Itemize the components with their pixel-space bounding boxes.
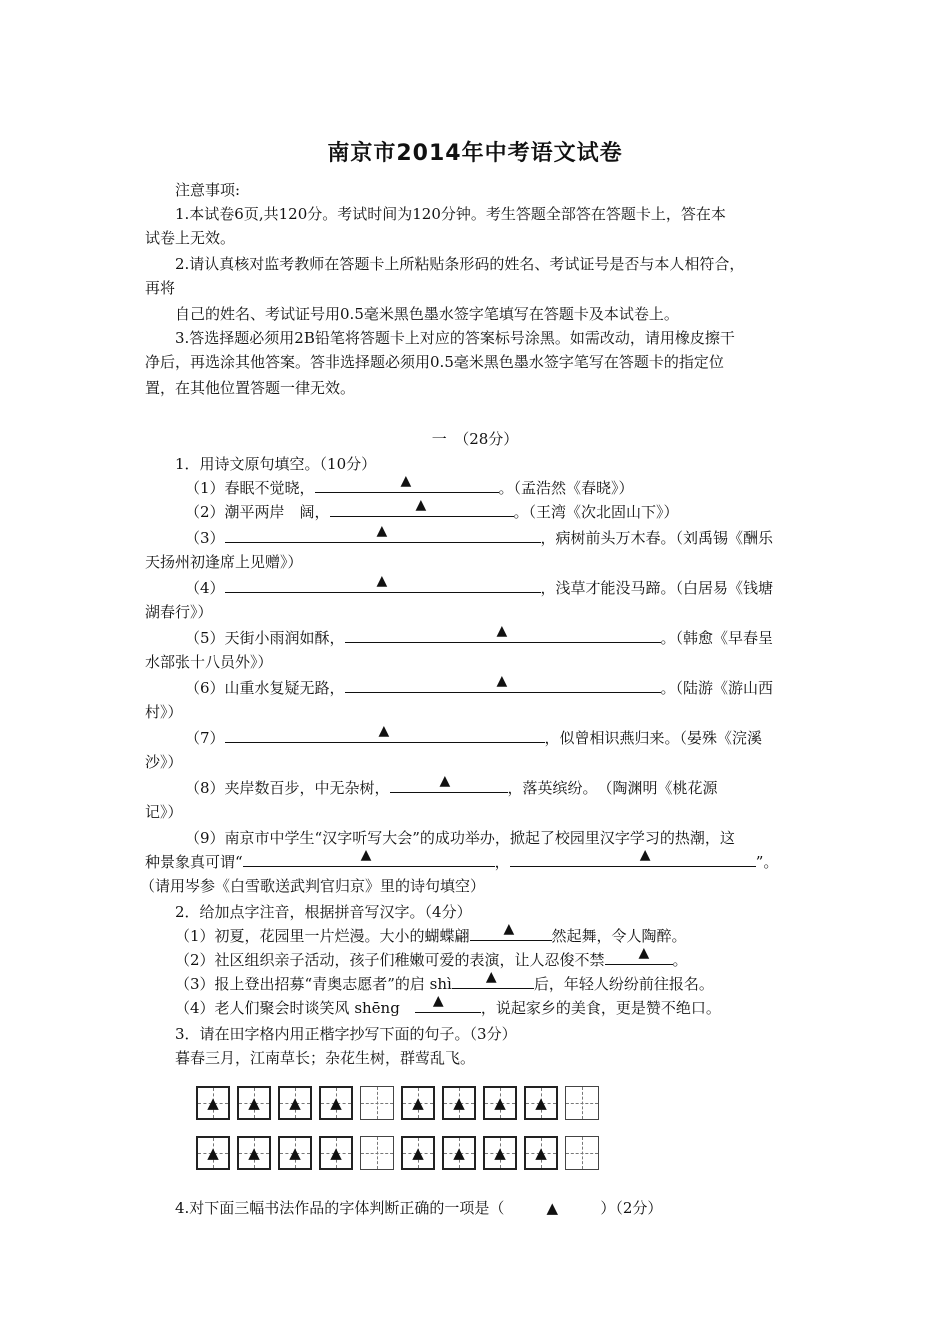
triangle-marker-icon: ▲ <box>535 1144 547 1162</box>
q2-item-2: （2）社区组织亲子活动，孩子们稚嫩可爱的表演，让人忍俊不禁 ▲ 。 <box>175 945 688 969</box>
triangle-marker-icon: ▲ <box>248 1144 260 1162</box>
answer-blank[interactable] <box>315 473 499 493</box>
q3-sentence: 暮春三月，江南草长；杂花生树，群莺乱飞。 <box>175 1049 476 1067</box>
triangle-marker-icon: ▲ <box>360 847 372 863</box>
answer-blank[interactable] <box>345 623 661 643</box>
tianzige-cell[interactable] <box>565 1086 599 1120</box>
q1-item-4: （4） ▲ ，浅草才能没马蹄。（白居易《钱塘 <box>185 573 774 597</box>
triangle-marker-icon: ▲ <box>496 623 508 639</box>
triangle-marker-icon: ▲ <box>289 1094 301 1112</box>
answer-blank[interactable] <box>345 673 661 693</box>
tianzige-cell[interactable] <box>196 1136 230 1170</box>
tianzige-cell[interactable] <box>524 1086 558 1120</box>
section-heading: 一 （28分） <box>431 430 519 448</box>
answer-blank[interactable] <box>243 847 495 867</box>
triangle-marker-icon: ▲ <box>494 1144 506 1162</box>
triangle-marker-icon: ▲ <box>207 1094 219 1112</box>
tianzige-cell[interactable] <box>483 1086 517 1120</box>
triangle-marker-icon: ▲ <box>503 921 515 937</box>
notice-text: 净后，再选涂其他答案。答非选择题必须用0.5毫米黑色墨水签字笔写在答题卡的指定位 <box>145 353 724 371</box>
tianzige-cell[interactable] <box>442 1086 476 1120</box>
notice-text: 2.请认真核对监考教师在答题卡上所粘贴条形码的姓名、考试证号是否与本人相符合， <box>175 255 745 273</box>
q1-item-7: （7） ▲ ，似曾相识燕归来。（晏殊《浣溪 <box>185 723 763 747</box>
q1-item-2: （2）潮平两岸 阔， ▲ 。（王湾《次北固山下》） <box>185 497 679 521</box>
notice-text: 1.本试卷6页,共120分。考试时间为120分钟。考生答题全部答在答题卡上，答在本 <box>175 205 726 223</box>
tianzige-cell[interactable] <box>483 1136 517 1170</box>
answer-blank[interactable] <box>390 773 508 793</box>
triangle-marker-icon: ▲ <box>376 523 388 539</box>
answer-blank[interactable] <box>452 969 534 989</box>
triangle-marker-icon: ▲ <box>453 1094 465 1112</box>
q1-item-9-note: （请用岑参《白雪歌送武判官归京》里的诗句填空） <box>140 877 486 895</box>
q1-item-4-cont: 湖春行》） <box>145 603 213 621</box>
triangle-marker-icon: ▲ <box>439 773 451 789</box>
q1-item-5-cont: 水部张十八员外》） <box>145 653 273 671</box>
tianzige-cell[interactable] <box>319 1086 353 1120</box>
answer-blank[interactable] <box>225 523 541 543</box>
q1-item-6-cont: 村》） <box>145 703 183 721</box>
answer-blank[interactable] <box>225 723 545 743</box>
answer-blank[interactable] <box>510 847 756 867</box>
tianzige-cell[interactable] <box>237 1136 271 1170</box>
triangle-marker-icon: ▲ <box>639 847 651 863</box>
triangle-marker-icon: ▲ <box>376 573 388 589</box>
notice-text: 自己的姓名、考试证号用0.5毫米黑色墨水签字笔填写在答题卡及本试卷上。 <box>175 305 679 323</box>
notice-text: 再将 <box>145 279 176 297</box>
triangle-marker-icon: ▲ <box>248 1094 260 1112</box>
tianzige-cell[interactable] <box>360 1136 394 1170</box>
q1-item-9: （9）南京市中学生“汉字听写大会”的成功举办，掀起了校园里汉字学习的热潮，这 <box>185 829 735 847</box>
triangle-marker-icon: ▲ <box>638 945 650 961</box>
tianzige-cell[interactable] <box>401 1086 435 1120</box>
answer-blank[interactable] <box>330 497 514 517</box>
q1-item-6: （6）山重水复疑无路， ▲ 。（陆游《游山西 <box>185 673 774 697</box>
tianzige-cell[interactable] <box>278 1136 312 1170</box>
q2-item-4: （4）老人们聚会时谈笑风 shēng ▲ ，说起家乡的美食，更是赞不绝口。 <box>175 993 721 1017</box>
q1-item-3-cont: 天扬州初逢席上见赠》） <box>145 553 303 571</box>
q3-stem: 3．请在田字格内用正楷字抄写下面的句子。（3分） <box>175 1025 517 1043</box>
triangle-marker-icon: ▲ <box>535 1094 547 1112</box>
q1-item-8-cont: 记》） <box>145 803 183 821</box>
answer-blank[interactable] <box>415 993 481 1013</box>
q4-stem: 4.对下面三幅书法作品的字体判断正确的一项是（ ▲ ）（2分） <box>145 1196 840 1220</box>
q1-item-1: （1）春眠不觉晓， ▲ 。（孟浩然《春晓》） <box>185 473 634 497</box>
notice-text: 3.答选择题必须用2B铅笔将答题卡上对应的答案标号涂黑。如需改动，请用橡皮擦干 <box>175 329 735 347</box>
triangle-marker-icon: ▲ <box>289 1144 301 1162</box>
triangle-marker-icon: ▲ <box>378 723 390 739</box>
tianzige-cell[interactable] <box>278 1086 312 1120</box>
notice-text: 试卷上无效。 <box>145 229 236 247</box>
tianzige-row-1 <box>196 1086 606 1120</box>
q2-item-3: （3）报上登出招募“青奥志愿者”的启 shì ▲ 后，年轻人纷纷前往报名。 <box>175 969 714 993</box>
triangle-marker-icon: ▲ <box>330 1144 342 1162</box>
q1-item-3: （3） ▲ ，病树前头万木春。（刘禹锡《酬乐 <box>185 523 774 547</box>
triangle-marker-icon: ▲ <box>494 1094 506 1112</box>
notice-heading: 注意事项: <box>175 181 241 199</box>
triangle-marker-icon: ▲ <box>546 1199 559 1217</box>
tianzige-cell[interactable] <box>319 1136 353 1170</box>
triangle-marker-icon: ▲ <box>432 993 444 1009</box>
tianzige-cell[interactable] <box>565 1136 599 1170</box>
triangle-marker-icon: ▲ <box>485 969 497 985</box>
triangle-marker-icon: ▲ <box>400 473 412 489</box>
tianzige-cell[interactable] <box>524 1136 558 1170</box>
tianzige-row-2 <box>196 1136 606 1170</box>
q1-item-8: （8）夹岸数百步，中无杂树， ▲ ，落英缤纷。 （陶渊明《桃花源 <box>185 773 718 797</box>
triangle-marker-icon: ▲ <box>412 1094 424 1112</box>
q1-item-7-cont: 沙》） <box>145 753 183 771</box>
triangle-marker-icon: ▲ <box>415 497 427 513</box>
tianzige-cell[interactable] <box>401 1136 435 1170</box>
tianzige-cell[interactable] <box>196 1086 230 1120</box>
q2-stem: 2．给加点字注音，根据拼音写汉字。（4分） <box>175 903 472 921</box>
q1-item-5: （5）天街小雨润如酥， ▲ 。（韩愈《早春呈 <box>185 623 774 647</box>
answer-blank[interactable] <box>225 573 541 593</box>
page-title: 南京市2014年中考语文试卷 <box>327 141 623 166</box>
notice-text: 置，在其他位置答题一律无效。 <box>145 379 356 397</box>
q2-item-1: （1）初夏，花园里一片烂漫。大小的蝴蝶翩 ▲ 然起舞，令人陶醉。 <box>175 921 687 945</box>
q1-stem: 1．用诗文原句填空。（10分） <box>175 455 377 473</box>
answer-blank[interactable] <box>470 921 552 941</box>
tianzige-cell[interactable] <box>237 1086 271 1120</box>
triangle-marker-icon: ▲ <box>453 1144 465 1162</box>
q1-item-9-blanks: 种景象真可谓“ ▲ ， ▲ ”。 <box>145 847 779 871</box>
tianzige-cell[interactable] <box>442 1136 476 1170</box>
choice-slot[interactable] <box>504 1196 600 1220</box>
triangle-marker-icon: ▲ <box>496 673 508 689</box>
tianzige-cell[interactable] <box>360 1086 394 1120</box>
triangle-marker-icon: ▲ <box>412 1144 424 1162</box>
answer-blank[interactable] <box>605 945 673 965</box>
triangle-marker-icon: ▲ <box>330 1094 342 1112</box>
triangle-marker-icon: ▲ <box>207 1144 219 1162</box>
